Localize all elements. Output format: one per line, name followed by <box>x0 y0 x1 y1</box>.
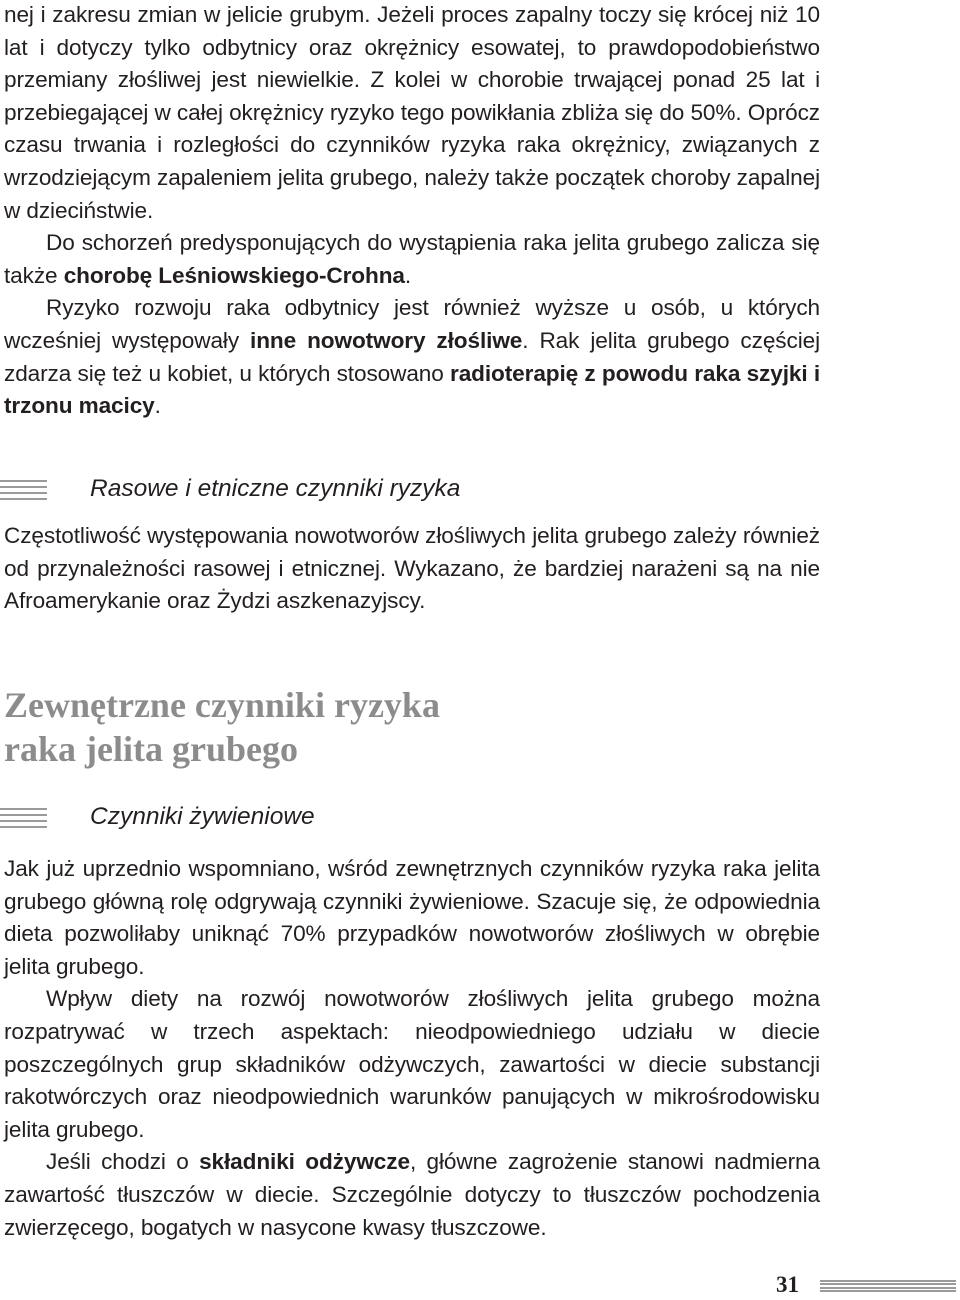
page-number: 31 <box>776 1272 799 1297</box>
bold-term: chorobę Leśniowskiego-Crohna <box>63 262 405 288</box>
paragraph <box>4 983 820 1146</box>
paragraph-text: , główne zagrożenie stanowi nadmierna zawartość tłuszczów w diecie. Szczególnie dotyczy to tłuszczów pochodzenia zwierzęcego, bogatych w nasycone kwasy tłuszczowe. <box>4 1149 820 1240</box>
text-block-dietary-factors <box>4 853 820 1244</box>
subheading-label: Czynniki żywieniowe <box>90 803 315 830</box>
section-title-line: Zewnętrzne czynniki ryzyka <box>4 685 440 725</box>
subheading-racial-ethnic <box>0 470 820 510</box>
paragraph-text: Jeśli chodzi o <box>46 1149 200 1175</box>
bold-term: inne nowotwory złośliwe <box>250 327 523 353</box>
paragraph-text: Do schorzeń predysponujących do wystąpienia raka jelita grubego zalicza się także <box>4 230 820 288</box>
paragraph-text: Jak już uprzednio wspomniano, wśród zewnętrznych czynników ryzyka raka jelita grubego główną rolę odgrywają czynniki żywieniowe. Szacuje się, że odpowiednia dieta pozwoliłaby uniknąć 70% przypadków nowotworów złośliwych w obrębie jelita grubego. <box>4 856 820 979</box>
paragraph <box>4 227 820 292</box>
text-block-racial-factors <box>4 520 820 618</box>
paragraph-text: Wpływ diety na rozwój nowotworów złośliwych jelita grubego można rozpatrywać w trzech aspektach: nieodpowiedniego udziału w diecie poszczególnych grup składników odżywczych, zawartości w diecie substancji rakotwórczych oraz nieodpowiednich warunków panujących w mikrośrodowisku jelita grubego. <box>4 986 820 1142</box>
paragraph <box>4 853 820 983</box>
section-title <box>4 683 820 771</box>
paragraph-text: . <box>404 262 412 288</box>
paragraph <box>4 520 820 618</box>
paragraph <box>4 292 820 422</box>
subheading-rule-icon <box>0 808 47 828</box>
subheading-label: Rasowe i etniczne czynniki ryzyka <box>90 475 461 502</box>
paragraph-text: . <box>154 393 161 419</box>
paragraph-text: nej i zakresu zmian w jelicie grubym. Jeżeli proces zapalny toczy się krócej niż 10 lat i dotyczy tylko odbytnicy oraz okrężnicy esowatej, to prawdopodobieństwo przemiany złośliwej jest niewielkie. Z kolei w chorobie trwającej ponad 25 lat i przebiegającej w całej okrężnicy ryzyko tego powikłania zbliża się do 50%. Oprócz czasu trwania i rozległości do czynników ryzyka raka okrężnicy, związanych z wrzodziejącym zapaleniem jelita grubego, należy także początek choroby zapalnej w dzieciństwie. <box>4 2 820 223</box>
paragraph-text: Ryzyko rozwoju raka odbytnicy jest również wyższe u osób, u których wcześniej występowały <box>4 295 820 353</box>
paragraph <box>4 1146 820 1244</box>
bold-term: składniki odżywcze <box>199 1149 410 1175</box>
section-title-line: raka jelita grubego <box>4 729 298 769</box>
text-block-medical-conditions <box>4 0 820 423</box>
paragraph-text: Częstotliwość występowania nowotworów złośliwych jelita grubego zależy również od przynależności rasowej i etnicznej. Wykazano, że bardziej narażeni są na nie Afroamerykanie oraz Żydzi aszkenazyjscy. <box>4 523 820 614</box>
bold-term: radioterapię z powodu raka szyjki i trzonu macicy <box>4 360 820 419</box>
subheading-dietary <box>0 798 820 838</box>
subheading-rule-icon <box>0 480 47 500</box>
paragraph-text: . Rak jelita grubego częściej zdarza się też u kobiet, u których stosowano <box>4 327 820 386</box>
paragraph <box>4 0 820 227</box>
footer-rule-icon <box>820 1280 956 1292</box>
